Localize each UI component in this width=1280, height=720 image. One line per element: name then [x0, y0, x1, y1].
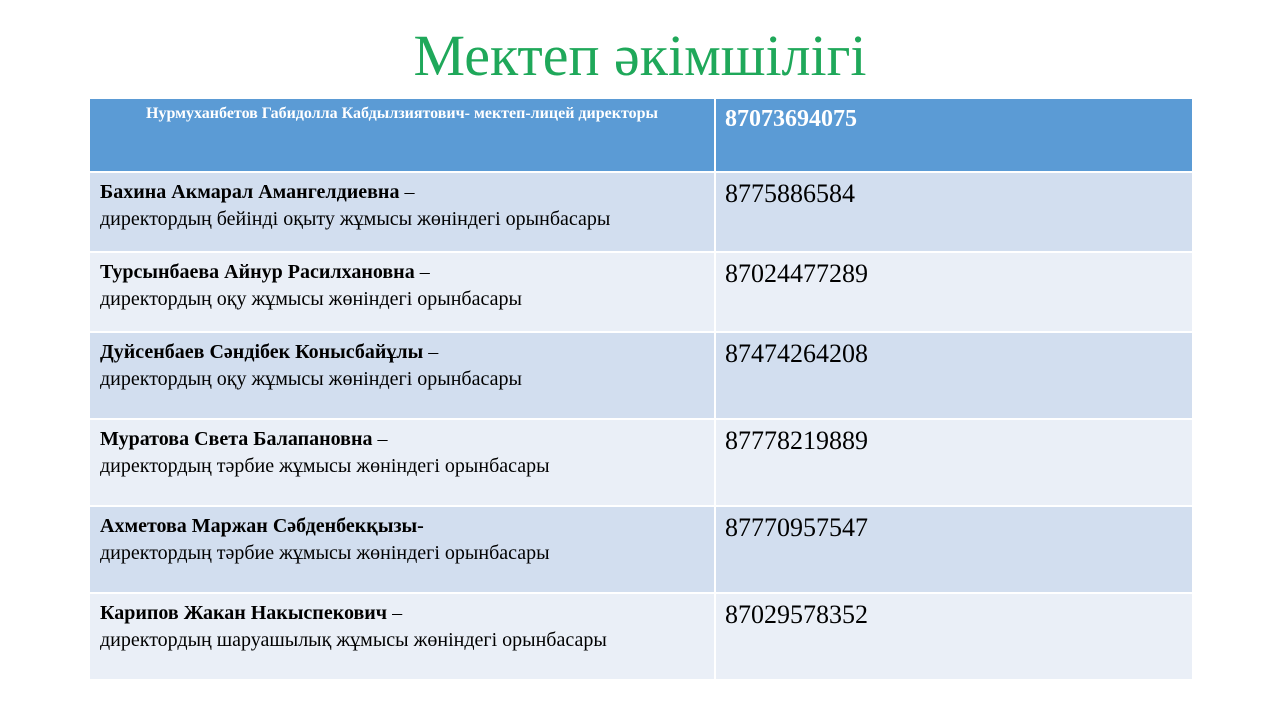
phone-number: 8775886584 [725, 179, 855, 208]
person-cell [89, 252, 715, 332]
person-cell [89, 172, 715, 252]
person-cell [89, 419, 715, 506]
phone-cell [715, 419, 1193, 506]
phone-cell [715, 593, 1193, 680]
phone-cell [715, 172, 1193, 252]
table-row [89, 419, 1193, 506]
phone-cell [715, 252, 1193, 332]
person-name: Ахметова Маржан Сәбденбекқызы- [100, 515, 424, 537]
person-role: директордың бейінді оқыту жұмысы жөніндегі орынбасары [100, 208, 611, 230]
phone-number: 87474264208 [725, 339, 868, 368]
table-row [89, 172, 1193, 252]
person-name: Карипов Жакан Накыспекович [100, 602, 388, 624]
person-cell [89, 593, 715, 680]
person-name: Бахина Акмарал Амангелдиевна [100, 181, 400, 203]
person-name: Муратова Света Балапановна [100, 428, 373, 450]
phone-number: 87029578352 [725, 600, 868, 629]
name-separator: – [423, 341, 439, 363]
phone-cell [715, 506, 1193, 593]
person-cell [89, 332, 715, 419]
name-separator: – [372, 428, 388, 450]
name-separator: – [387, 602, 403, 624]
phone-number: 87770957547 [725, 513, 868, 542]
phone-number: 87778219889 [725, 426, 868, 455]
person-name: Турсынбаева Айнур Расилхановна [100, 261, 415, 283]
person-role: директордың оқу жұмысы жөніндегі орынбасары [100, 288, 522, 310]
page-title: Мектеп әкімшілігі [413, 23, 867, 88]
person-role: директордың тәрбие жұмысы жөніндегі орынбасары [100, 455, 550, 477]
staff-table [88, 97, 1194, 681]
director-name: Нурмуханбетов Габидолла Кабдылзиятович- мектеп-лицей директоры [89, 98, 715, 172]
person-role: директордың оқу жұмысы жөніндегі орынбасары [100, 368, 522, 390]
table-row [89, 506, 1193, 593]
director-phone: 87073694075 [715, 98, 1193, 172]
person-role: директордың тәрбие жұмысы жөніндегі орынбасары [100, 542, 550, 564]
phone-cell [715, 332, 1193, 419]
table-row [89, 332, 1193, 419]
table-row [89, 593, 1193, 680]
person-name: Дуйсенбаев Сәндібек Конысбайұлы [100, 341, 424, 363]
name-separator: – [414, 261, 430, 283]
name-separator: – [399, 181, 415, 203]
phone-number: 87024477289 [725, 259, 868, 288]
person-role: директордың шаруашылық жұмысы жөніндегі орынбасары [100, 629, 607, 651]
person-cell [89, 506, 715, 593]
table-row [89, 252, 1193, 332]
table-header-row [89, 98, 1193, 172]
